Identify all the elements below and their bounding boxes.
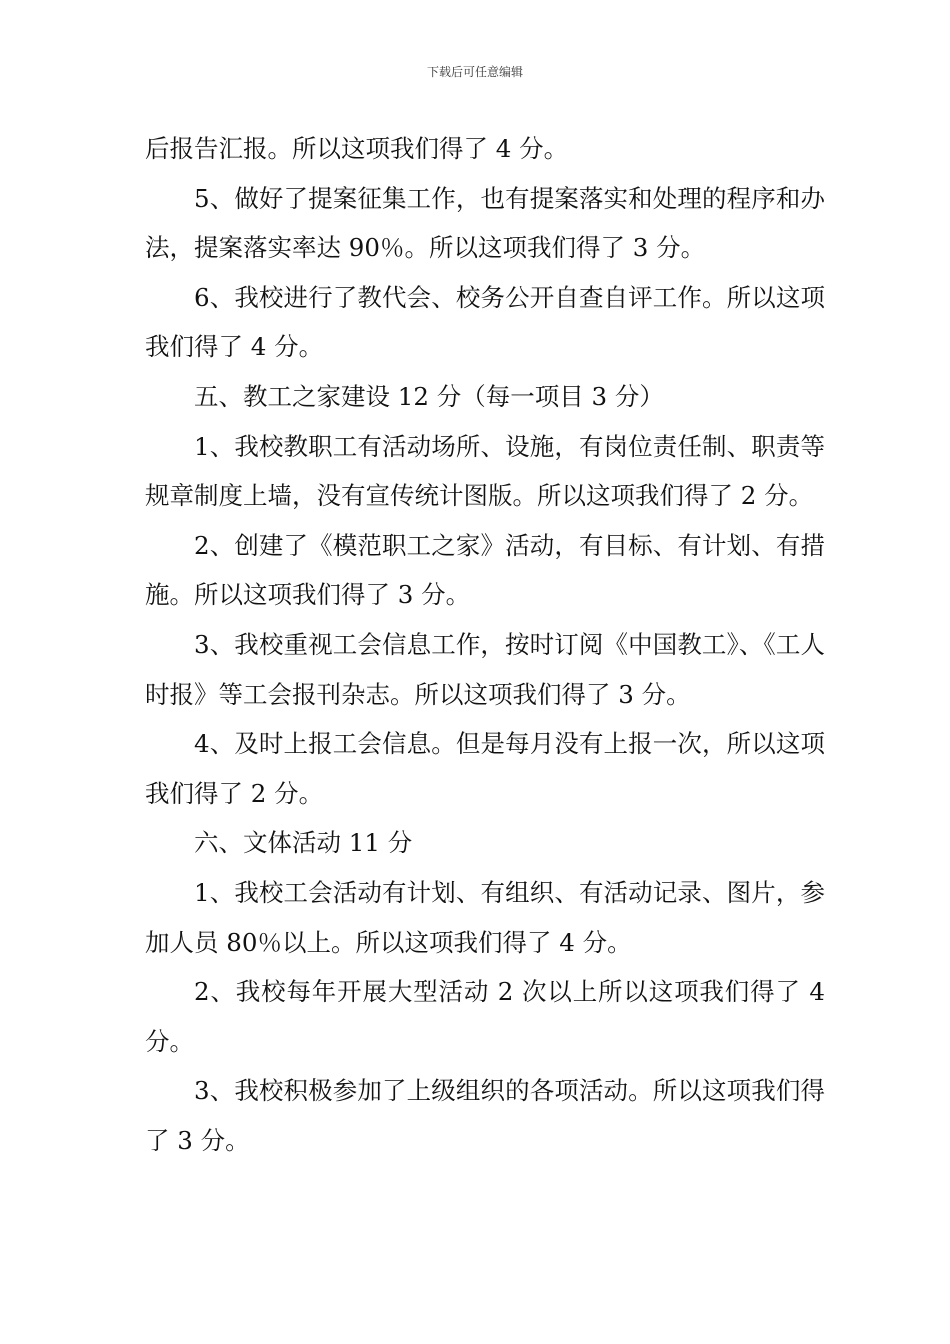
paragraph-3: 6、我校进行了教代会、校务公开自查自评工作。所以这项我们得了 4 分。 bbox=[145, 282, 825, 362]
paragraph-6: 2、创建了《模范职工之家》活动，有目标、有计划、有措施。所以这项我们得了 3 分。 bbox=[145, 530, 825, 610]
paragraph-11: 2、我校每年开展大型活动 2 次以上所以这项我们得了 4 分。 bbox=[145, 977, 825, 1056]
section-heading-5: 五、教工之家建设 12 分（每一项目 3 分） bbox=[194, 381, 664, 411]
page-header: 下载后可任意编辑 bbox=[426, 65, 523, 79]
paragraph-12: 3、我校积极参加了上级组织的各项活动。所以这项我们得了 3 分。 bbox=[145, 1076, 825, 1155]
paragraph-7: 3、我校重视工会信息工作，按时订阅《中国教工》、《工人时报》等工会报刊杂志。所以这项我们得了 3 分。 bbox=[145, 629, 825, 709]
paragraph-2: 5、做好了提案征集工作，也有提案落实和处理的程序和办法，提案落实率达 90％。所以这项我们得了 3 分。 bbox=[145, 183, 825, 263]
document-body bbox=[145, 124, 825, 1165]
paragraph-8: 4、及时上报工会信息。但是每月没有上报一次，所以这项我们得了 2 分。 bbox=[145, 729, 825, 808]
paragraph-10: 1、我校工会活动有计划、有组织、有活动记录、图片，参加人员 80％以上。所以这项我们得了 4 分。 bbox=[145, 877, 825, 957]
section-heading-6: 六、文体活动 11 分 bbox=[194, 828, 413, 858]
paragraph-5: 1、我校教职工有活动场所、设施，有岗位责任制、职责等规章制度上墙，没有宣传统计图版。所以这项我们得了 2 分。 bbox=[145, 431, 825, 511]
paragraph-1: 后报告汇报。所以这项我们得了 4 分。 bbox=[145, 134, 569, 163]
